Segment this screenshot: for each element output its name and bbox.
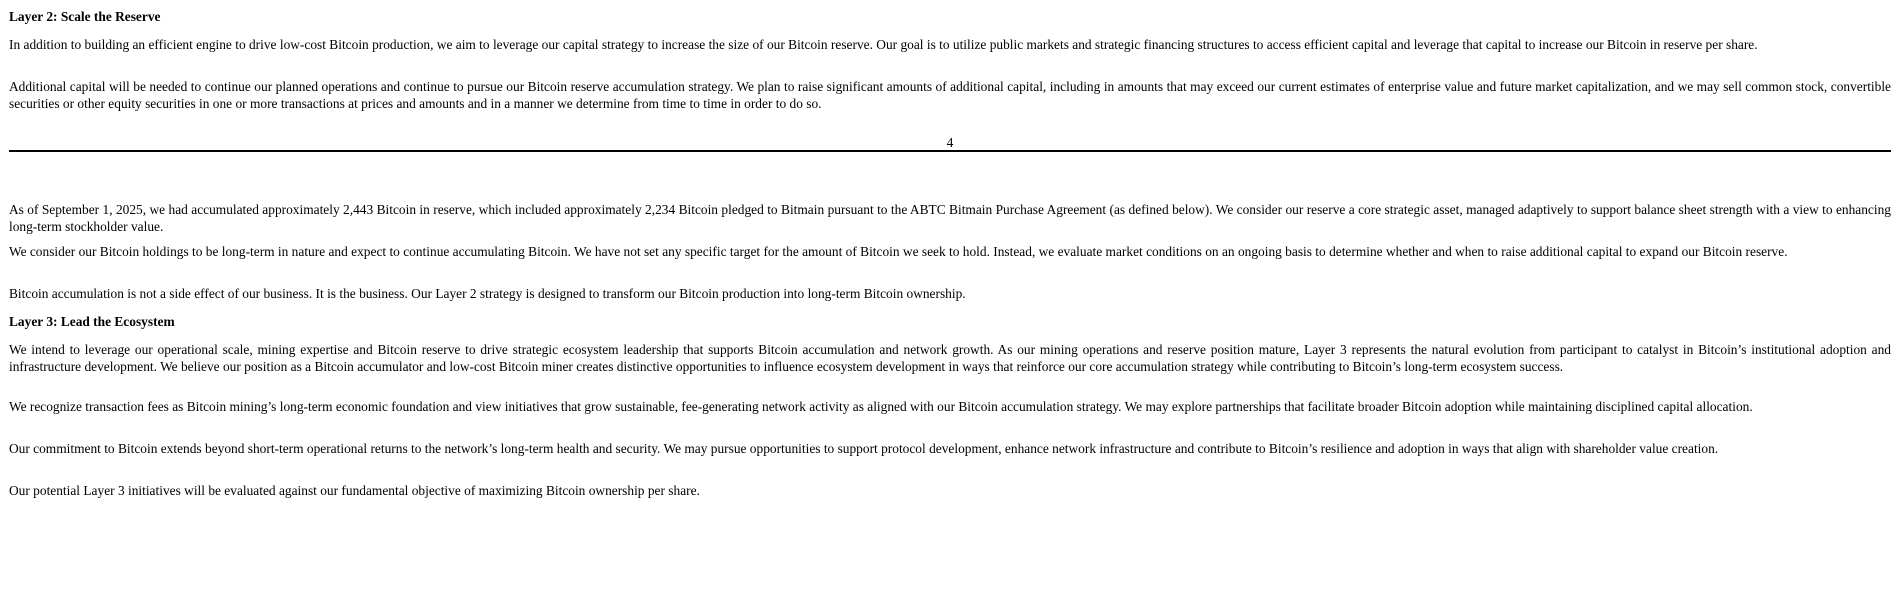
paragraph-layer3-intro: We intend to leverage our operational scale, mining expertise and Bitcoin reserve to drive strategic ecosystem leadership that supports Bitcoin accumulation and network growth. As our mining operations and reserve position mature, Layer 3 represents the natural evolution from participant to catalyst in Bitcoin’s institutional adoption and infrastructure development. We believe our position as a Bitcoin accumulator and low-cost Bitcoin miner creates distinctive opportunities to influence ecosystem development in ways that reinforce our core accumulation strategy while contributing to Bitcoin’s long-term ecosystem success. (9, 342, 1891, 374)
paragraph-layer3-evaluation: Our potential Layer 3 initiatives will be evaluated against our fundamental objective of maximizing Bitcoin ownership per share. (9, 483, 700, 498)
paragraph-layer2-intro: In addition to building an efficient engine to drive low-cost Bitcoin production, we aim to leverage our capital strategy to increase the size of our Bitcoin reserve. Our goal is to utilize public markets and strategic financing structures to access efficient capital and leverage that capital to increase our Bitcoin in reserve per share. (9, 37, 1758, 52)
paragraph-reserve-holdings: As of September 1, 2025, we had accumulated approximately 2,443 Bitcoin in reserve, which included approximately 2,234 Bitcoin pledged to Bitmain pursuant to the ABTC Bitmain Purchase Agreement (as defined below). We consider our reserve a core strategic asset, managed adaptively to support balance sheet strength with a view to enhancing long-term stockholder value. (9, 202, 1891, 234)
paragraph-transaction-fees: We recognize transaction fees as Bitcoin mining’s long-term economic foundation and view initiatives that grow sustainable, fee-generating network activity as aligned with our Bitcoin accumulation strategy. We may explore partnerships that facilitate broader Bitcoin adoption while maintaining disciplined capital allocation. (9, 399, 1753, 414)
section-heading-layer-2: Layer 2: Scale the Reserve (9, 9, 161, 24)
page-number: 4 (946, 135, 954, 150)
paragraph-network-commitment: Our commitment to Bitcoin extends beyond short-term operational returns to the network’s long-term health and security. We may pursue opportunities to support protocol development, enhance network infrastructure and contribute to Bitcoin’s resilience and adoption in ways that align with shareholder value creation. (9, 441, 1719, 456)
paragraph-layer2-capital: Additional capital will be needed to continue our planned operations and continue to pursue our Bitcoin reserve accumulation strategy. We plan to raise significant amounts of additional capital, including in amounts that may exceed our current estimates of enterprise value and future market capitalization, and we may sell common stock, convertible securities or other equity securities in one or more transactions at prices and amounts and in a manner we determine from time to time in order to do so. (9, 79, 1891, 111)
page-break-rule (9, 150, 1891, 152)
paragraph-long-term-holdings: We consider our Bitcoin holdings to be long-term in nature and expect to continue accumulating Bitcoin. We have not set any specific target for the amount of Bitcoin we seek to hold. Instead, we evaluate market conditions on an ongoing basis to determine whether and when to raise additional capital to expand our Bitcoin reserve. (9, 244, 1788, 259)
paragraph-accumulation-business: Bitcoin accumulation is not a side effect of our business. It is the business. Our Layer 2 strategy is designed to transform our Bitcoin production into long-term Bitcoin ownership. (9, 286, 966, 301)
section-heading-layer-3: Layer 3: Lead the Ecosystem (9, 314, 175, 329)
